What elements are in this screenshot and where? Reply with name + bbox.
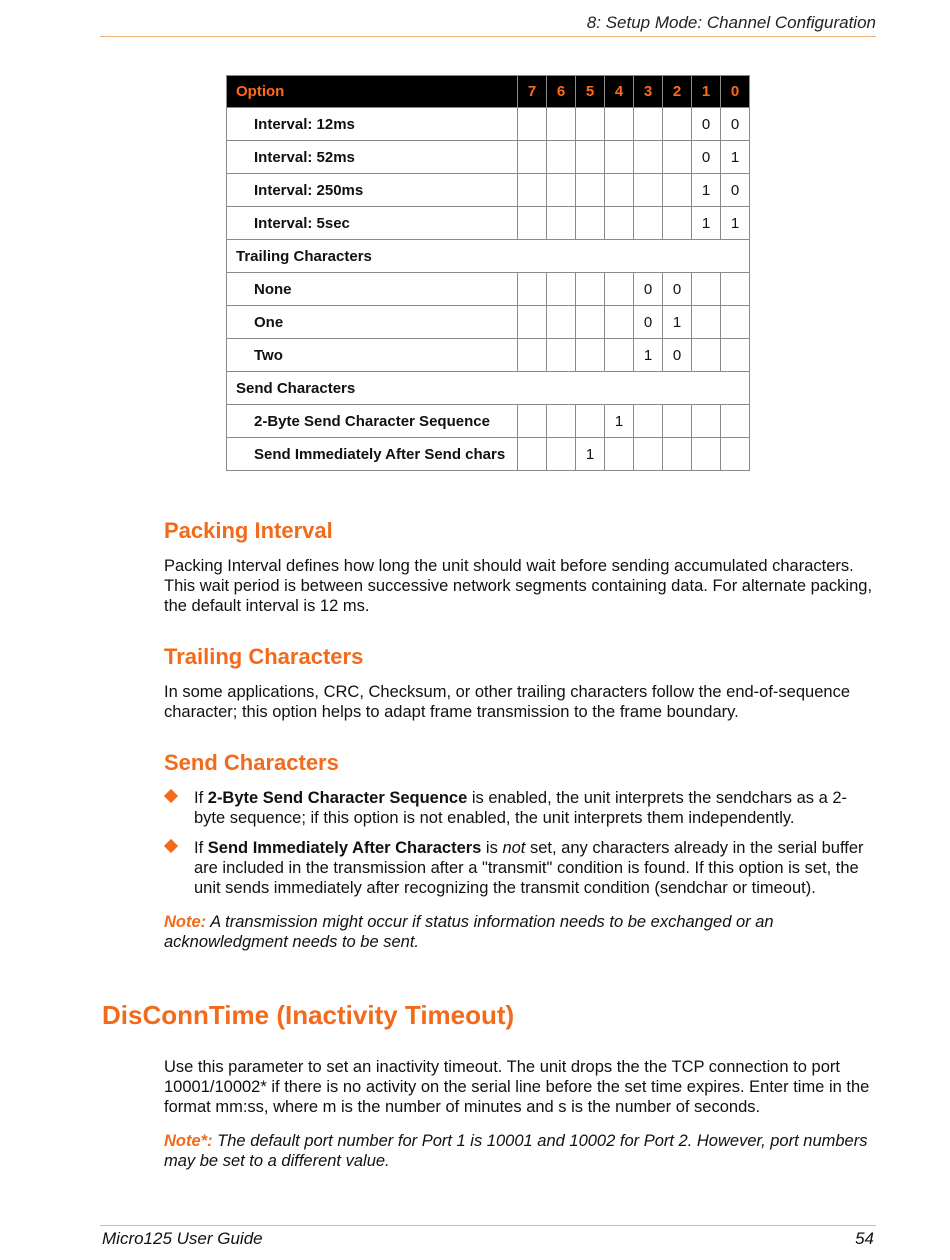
bit-cell-0: 0 — [721, 174, 750, 207]
bit-cell-3 — [634, 405, 663, 438]
bit-cell-1: 1 — [692, 174, 721, 207]
bit-cell-4 — [605, 108, 634, 141]
bit-cell-1: 0 — [692, 141, 721, 174]
bullet-text: set, any characters already in the serial buffer are included in the transmission after a "transmit" condition is found. If this option is set, the unit sends immediately after recognizing the transmit condition (sendchar or timeout). — [194, 839, 864, 897]
bit-cell-7 — [518, 339, 547, 372]
bit-cell-6 — [547, 339, 576, 372]
bit-cell-7 — [518, 141, 547, 174]
bit-cell-0 — [721, 405, 750, 438]
bit-cell-5 — [576, 207, 605, 240]
bit-cell-0 — [721, 339, 750, 372]
bit-cell-2 — [663, 174, 692, 207]
bit-cell-0 — [721, 438, 750, 471]
bit-cell-7 — [518, 174, 547, 207]
bit-cell-3 — [634, 207, 663, 240]
bit-cell-6 — [547, 108, 576, 141]
bit-cell-6 — [547, 174, 576, 207]
bit-cell-4 — [605, 141, 634, 174]
table-header-row — [227, 76, 750, 108]
table-group-row — [227, 240, 750, 273]
bit-cell-7 — [518, 405, 547, 438]
bit-cell-5 — [576, 141, 605, 174]
trailing-characters-section — [164, 644, 876, 722]
bit-cell-4 — [605, 438, 634, 471]
bit-cell-0: 1 — [721, 207, 750, 240]
table-row — [227, 273, 750, 306]
note-label: Note: — [164, 913, 207, 931]
option-label: Interval: 250ms — [227, 174, 518, 207]
bit-cell-2 — [663, 207, 692, 240]
bullet-2-byte-sequence — [164, 788, 876, 828]
bit-cell-1: 0 — [692, 108, 721, 141]
trailing-characters-body: In some applications, CRC, Checksum, or other trailing characters follow the end-of-sequence character; this option helps to adapt frame transmission to the frame boundary. — [164, 683, 850, 721]
bit-cell-3: 0 — [634, 273, 663, 306]
bit-cell-3 — [634, 141, 663, 174]
column-header-bit-4: 4 — [605, 76, 634, 108]
bit-cell-0: 1 — [721, 141, 750, 174]
trailing-characters-heading: Trailing Characters — [164, 644, 364, 669]
bit-cell-2 — [663, 108, 692, 141]
bit-cell-2: 0 — [663, 273, 692, 306]
disconntime-heading: DisConnTime (Inactivity Timeout) — [102, 1000, 515, 1030]
bit-cell-2 — [663, 405, 692, 438]
note-label: Note*: — [164, 1132, 213, 1150]
bit-cell-2 — [663, 141, 692, 174]
table-row — [227, 108, 750, 141]
packing-interval-section — [164, 518, 876, 616]
disconntime-note — [164, 1131, 876, 1171]
bit-cell-6 — [547, 273, 576, 306]
option-label: One — [227, 306, 518, 339]
bullet-bold-term: Send Immediately After Characters — [207, 839, 482, 857]
group-label: Send Characters — [227, 372, 750, 405]
column-header-bit-7: 7 — [518, 76, 547, 108]
table-row — [227, 339, 750, 372]
table-row — [227, 141, 750, 174]
table-body — [227, 108, 750, 471]
bit-cell-1 — [692, 273, 721, 306]
bit-cell-3: 0 — [634, 306, 663, 339]
diamond-bullet-icon — [164, 839, 178, 853]
bit-cell-3 — [634, 174, 663, 207]
bit-cell-5 — [576, 405, 605, 438]
bit-cell-6 — [547, 405, 576, 438]
bullet-text: is — [481, 839, 503, 857]
disconntime-body: Use this parameter to set an inactivity timeout. The unit drops the the TCP connection to port 10001/10002* if there is no activity on the serial line before the set time expires. Enter time in the format mm:ss, where m is the number of minutes and s is the number of seconds. — [164, 1058, 870, 1116]
bit-cell-5: 1 — [576, 438, 605, 471]
bit-cell-1 — [692, 438, 721, 471]
bullet-text: is enabled, the unit interprets the sendchars as a 2-byte sequence; if this option is not enabled, the unit interprets them independently. — [194, 789, 848, 827]
bit-cell-0: 0 — [721, 108, 750, 141]
note-text: A transmission might occur if status information needs to be exchanged or an acknowledgment needs to be sent. — [164, 913, 774, 951]
column-header-option: Option — [227, 76, 518, 108]
column-header-bit-2: 2 — [663, 76, 692, 108]
bit-cell-5 — [576, 339, 605, 372]
bullet-italic-term: not — [502, 839, 526, 857]
bit-cell-7 — [518, 438, 547, 471]
bit-cell-3 — [634, 438, 663, 471]
bit-cell-2 — [663, 438, 692, 471]
page-footer — [100, 1225, 876, 1254]
bit-cell-4 — [605, 207, 634, 240]
bullet-prefix: If — [194, 839, 208, 857]
footer-guide-title: Micro125 User Guide — [102, 1229, 263, 1248]
header-title: 8: Setup Mode: Channel Configuration — [586, 13, 876, 32]
bit-cell-1 — [692, 306, 721, 339]
bit-cell-1: 1 — [692, 207, 721, 240]
option-label: 2-Byte Send Character Sequence — [227, 405, 518, 438]
bit-cell-5 — [576, 306, 605, 339]
bit-cell-3: 1 — [634, 339, 663, 372]
bit-cell-7 — [518, 108, 547, 141]
bit-cell-7 — [518, 207, 547, 240]
bit-cell-6 — [547, 141, 576, 174]
column-header-bit-5: 5 — [576, 76, 605, 108]
option-label: Interval: 52ms — [227, 141, 518, 174]
bullet-bold-term: 2-Byte Send Character Sequence — [207, 789, 468, 807]
bullet-prefix: If — [194, 789, 208, 807]
note-text: The default port number for Port 1 is 10001 and 10002 for Port 2. However, port numbers may be set to a different value. — [164, 1132, 868, 1170]
bit-cell-1 — [692, 339, 721, 372]
packing-interval-heading: Packing Interval — [164, 518, 333, 543]
bit-cell-4: 1 — [605, 405, 634, 438]
group-label: Trailing Characters — [227, 240, 750, 273]
disconntime-section — [164, 1057, 876, 1171]
bit-cell-5 — [576, 273, 605, 306]
bit-cell-4 — [605, 306, 634, 339]
option-label: Interval: 5sec — [227, 207, 518, 240]
bit-cell-5 — [576, 108, 605, 141]
page-header — [100, 12, 876, 37]
bit-cell-4 — [605, 174, 634, 207]
bit-cell-4 — [605, 273, 634, 306]
bit-cell-6 — [547, 438, 576, 471]
bit-cell-2: 1 — [663, 306, 692, 339]
table-row — [227, 207, 750, 240]
option-label: Send Immediately After Send chars — [227, 438, 518, 471]
column-header-bit-1: 1 — [692, 76, 721, 108]
bit-cell-3 — [634, 108, 663, 141]
send-characters-heading: Send Characters — [164, 750, 339, 775]
send-characters-note — [164, 912, 876, 952]
option-label: Interval: 12ms — [227, 108, 518, 141]
table-row — [227, 174, 750, 207]
bit-cell-7 — [518, 306, 547, 339]
option-label: None — [227, 273, 518, 306]
bit-cell-0 — [721, 306, 750, 339]
bit-cell-0 — [721, 273, 750, 306]
option-label: Two — [227, 339, 518, 372]
table-row — [227, 405, 750, 438]
table-row — [227, 306, 750, 339]
bit-cell-6 — [547, 207, 576, 240]
bit-cell-1 — [692, 405, 721, 438]
bit-cell-5 — [576, 174, 605, 207]
column-header-bit-6: 6 — [547, 76, 576, 108]
column-header-bit-0: 0 — [721, 76, 750, 108]
table-row — [227, 438, 750, 471]
bit-cell-7 — [518, 273, 547, 306]
bullet-send-immediately — [164, 838, 876, 898]
page-number: 54 — [855, 1229, 874, 1248]
bit-cell-6 — [547, 306, 576, 339]
column-header-bit-3: 3 — [634, 76, 663, 108]
packing-interval-body: Packing Interval defines how long the unit should wait before sending accumulated characters. This wait period is between successive network segments containing data. For alternate packing, the default interval is 12 ms. — [164, 557, 873, 615]
options-table — [226, 75, 750, 471]
send-characters-section — [164, 750, 876, 952]
bit-cell-4 — [605, 339, 634, 372]
table-group-row — [227, 372, 750, 405]
diamond-bullet-icon — [164, 789, 178, 803]
bit-cell-2: 0 — [663, 339, 692, 372]
